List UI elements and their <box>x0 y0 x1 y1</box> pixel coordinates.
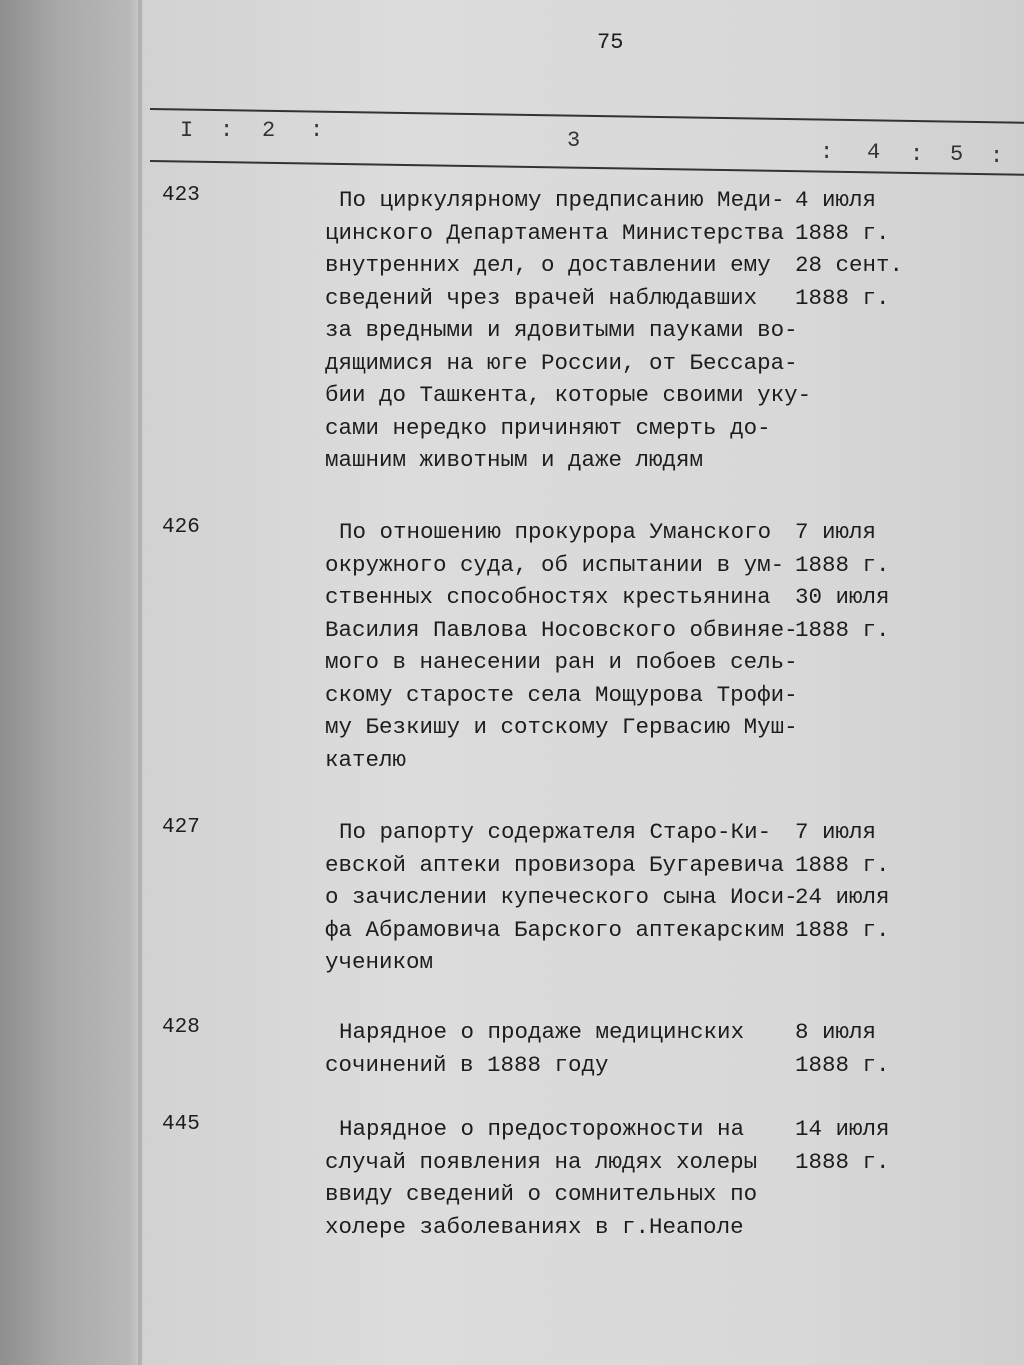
entry-dates <box>795 516 890 646</box>
header-rule-top <box>150 108 1024 124</box>
description-line: машним животным и даже людям <box>325 447 704 473</box>
column-separator: : <box>820 140 834 165</box>
description-line: дящимися на юге России, от Бессара- <box>325 349 798 376</box>
entry-number: 427 <box>162 816 200 839</box>
entry-dates <box>795 1016 890 1081</box>
column-separator: : <box>310 118 324 143</box>
date-line: 24 июля <box>795 884 890 910</box>
date-line: 1888 г. <box>795 284 890 311</box>
column-separator: : <box>220 118 234 143</box>
description-line: му Безкишу и сотскому Гервасию Муш- <box>325 714 798 740</box>
description-line: ственных способностях крестьянина <box>325 584 771 610</box>
description-line: Нарядное о предосторожности на <box>339 1116 745 1142</box>
description-line: Василия Павлова Носовского обвиняе- <box>325 616 798 643</box>
column-header-4: 4 <box>867 140 881 165</box>
description-line: сведений чрез врачей наблюдавших <box>325 284 758 311</box>
description-line: окружного суда, об испытании в ум- <box>325 551 785 578</box>
entry-description <box>325 516 798 776</box>
description-line: евской аптеки провизора Бугаревича <box>325 851 785 878</box>
page-number: 75 <box>597 30 624 55</box>
description-line: ввиду сведений о сомнительных по <box>325 1181 758 1207</box>
description-line: Нарядное о продаже медицинских <box>339 1019 745 1045</box>
entry-number: 423 <box>162 184 200 207</box>
entry-dates <box>795 816 890 946</box>
entry-description <box>325 1113 757 1243</box>
header-rule-bottom <box>150 160 1024 176</box>
date-line: 14 июля <box>795 1116 890 1142</box>
date-line: 1888 г. <box>795 551 890 578</box>
date-line: 1888 г. <box>795 219 890 246</box>
date-line: 1888 г. <box>795 1148 890 1175</box>
description-line: о зачислении купеческого сына Иоси- <box>325 884 798 910</box>
entry-number: 426 <box>162 516 200 539</box>
description-line: случай появления на людях холеры <box>325 1148 758 1175</box>
date-line: 8 июля <box>795 1019 877 1045</box>
date-line: 28 сент. <box>795 252 904 278</box>
entry-number: 445 <box>162 1113 200 1136</box>
column-header-3: 3 <box>567 128 581 153</box>
description-line: скому старосте села Мощурова Трофи- <box>325 681 798 708</box>
description-line: внутренних дел, о доставлении ему <box>325 252 771 278</box>
description-line: учеником <box>325 949 434 975</box>
date-line: 1888 г. <box>795 916 890 943</box>
description-line: мого в нанесении ран и побоев сель- <box>325 649 798 675</box>
description-line: По отношению прокурора Уманского <box>339 519 772 545</box>
entry-dates <box>795 184 903 314</box>
column-header-2: 2 <box>262 118 276 143</box>
description-line: кателю <box>325 746 407 773</box>
entry-description <box>325 816 798 979</box>
date-line: 7 июля <box>795 819 877 845</box>
date-line: 1888 г. <box>795 1051 890 1078</box>
description-line: сами нередко причиняют смерть до- <box>325 414 771 441</box>
description-line: холере заболеваниях в г.Неаполе <box>325 1213 744 1240</box>
date-line: 4 июля <box>795 187 877 213</box>
page-edge <box>138 0 142 1365</box>
column-separator: : <box>910 142 924 167</box>
entry-description <box>325 1016 744 1081</box>
date-line: 1888 г. <box>795 616 890 643</box>
description-line: за вредными и ядовитыми пауками во- <box>325 317 798 343</box>
date-line: 30 июля <box>795 584 890 610</box>
description-line: По рапорту содержателя Старо-Ки- <box>339 819 772 845</box>
column-header-5: 5 <box>950 142 964 167</box>
date-line: 1888 г. <box>795 851 890 878</box>
description-line: цинского Департамента Министерства <box>325 219 785 246</box>
description-line: сочинений в 1888 году <box>325 1051 609 1078</box>
description-line: По циркулярному предписанию Меди- <box>339 187 785 213</box>
date-line: 7 июля <box>795 519 877 545</box>
description-line: фа Абрамовича Барского аптекарским <box>325 916 785 943</box>
entry-number: 428 <box>162 1016 200 1039</box>
column-header-1: I <box>180 118 194 143</box>
entry-dates <box>795 1113 890 1178</box>
description-line: бии до Ташкента, которые своими уку- <box>325 382 812 408</box>
column-separator: : <box>990 144 1004 169</box>
entry-description <box>325 184 811 477</box>
